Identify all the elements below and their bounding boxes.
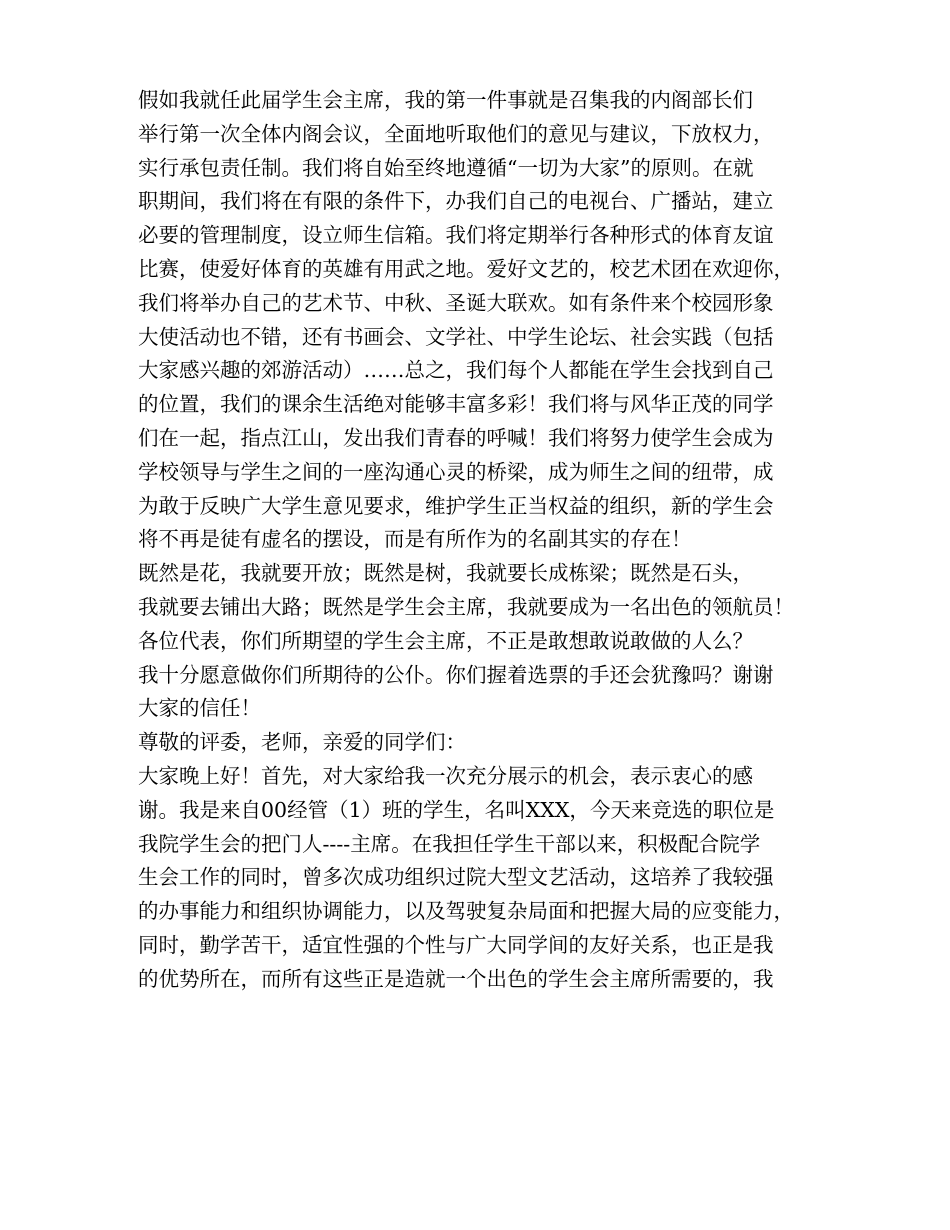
text-line: 实行承包责任制。我们将自始至终地遵循“一切为大家”的原则。在就 <box>138 155 754 180</box>
text-line: 学校领导与学生之间的一座沟通心灵的桥梁，成为师生之间的纽带，成 <box>138 459 774 484</box>
text-line: 我院学生会的把门人----主席。在我担任学生干部以来，积极配合院学 <box>138 831 761 856</box>
text-line: 尊敬的评委，老师，亲爱的同学们： <box>138 730 466 755</box>
text-line: 大使活动也不错，还有书画会、文学社、中学生论坛、社会实践（包括 <box>138 324 774 349</box>
text-line: 职期间，我们将在有限的条件下，办我们自己的电视台、广播站，建立 <box>138 189 774 214</box>
text-line: 同时，勤学苦干，适宜性强的个性与广大同学间的友好关系，也正是我 <box>138 932 774 957</box>
text-line: 大家感兴趣的郊游活动）……总之，我们每个人都能在学生会找到自己 <box>138 358 774 383</box>
text-line: 将不再是徒有虚名的摆设，而是有所作为的名副其实的存在！ <box>138 527 692 552</box>
text-line: 各位代表，你们所期望的学生会主席，不正是敢想敢说敢做的人么？ <box>138 628 753 653</box>
text-line: 举行第一次全体内阁会议，全面地听取他们的意见与建议，下放权力， <box>138 121 774 146</box>
text-line: 谢。我是来自00经管（1）班的学生，名叫XXX，今天来竞选的职位是 <box>138 797 775 822</box>
text-line: 生会工作的同时，曾多次成功组织过院大型文艺活动，这培养了我较强 <box>138 865 774 890</box>
text-line: 的优势所在，而所有这些正是造就一个出色的学生会主席所需要的，我 <box>138 966 774 991</box>
text-line: 为敢于反映广大学生意见要求，维护学生正当权益的组织，新的学生会 <box>138 493 774 518</box>
text-line: 大家晚上好！首先，对大家给我一次充分展示的机会，表示衷心的感 <box>138 763 753 788</box>
text-line: 们在一起，指点江山，发出我们青春的呼喊！我们将努力使学生会成为 <box>138 425 774 450</box>
text-line: 的位置，我们的课余生活绝对能够丰富多彩！我们将与风华正茂的同学 <box>138 392 774 417</box>
text-line: 我们将举办自己的艺术节、中秋、圣诞大联欢。如有条件来个校园形象 <box>138 290 774 315</box>
text-line: 我就要去铺出大路；既然是学生会主席，我就要成为一名出色的领航员！ <box>138 594 794 619</box>
text-line: 我十分愿意做你们所期待的公仆。你们握着选票的手还会犹豫吗？谢谢 <box>138 662 774 687</box>
text-line: 的办事能力和组织协调能力，以及驾驶复杂局面和把握大局的应变能力， <box>138 899 794 924</box>
text-line: 大家的信任！ <box>138 696 261 721</box>
text-line: 比赛，使爱好体育的英雄有用武之地。爱好文艺的，校艺术团在欢迎你， <box>138 256 794 281</box>
text-line: 必要的管理制度，设立师生信箱。我们将定期举行各种形式的体育友谊 <box>138 223 774 248</box>
body-text <box>138 84 828 997</box>
text-line: 假如我就任此届学生会主席，我的第一件事就是召集我的内阁部长们 <box>138 88 753 112</box>
text-line: 既然是花，我就要开放；既然是树，我就要长成栋梁；既然是石头， <box>138 561 753 586</box>
